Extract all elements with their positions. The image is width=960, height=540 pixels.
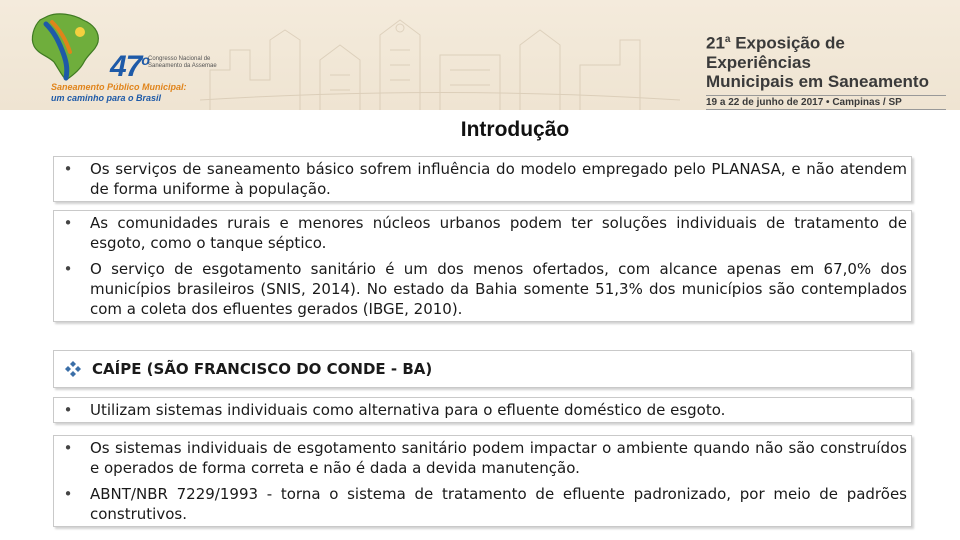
list-item-text: Utilizam sistemas individuais como alternativa para o efluente doméstico de esgoto.: [90, 401, 726, 419]
list-item: [54, 259, 911, 319]
intro-box-2: [53, 210, 912, 322]
bullet-icon: •: [63, 485, 73, 503]
section-box-2: [53, 435, 912, 527]
event-title-line-2: Municipais em Saneamento: [706, 71, 929, 91]
list-item: [54, 400, 911, 420]
bullet-icon: •: [63, 160, 73, 178]
bullet-icon: •: [63, 214, 73, 232]
section-heading-box: [53, 350, 912, 388]
diamond-bullet-icon: [64, 360, 82, 378]
list-item: [54, 213, 911, 253]
event-dates: 19 a 22 de junho de 2017 • Campinas / SP: [706, 95, 946, 110]
congress-edition-number: 47$^o$: [110, 50, 149, 83]
bullet-icon: •: [63, 260, 73, 278]
congress-tagline-2: um caminho para o Brasil: [51, 93, 162, 103]
list-item-text: O serviço de esgotamento sanitário é um dos menos ofertados, com alcance apenas em 67,0% dos municípios brasileiros (SNIS, 2014). No estado da Bahia somente 51,3% dos municípios são contemplados com a coleta dos efluentes gerados (IBGE, 2010).: [90, 260, 907, 318]
list-item-text: Os serviços de saneamento básico sofrem influência do modelo empregado pelo PLANASA, e não atendem de forma uniforme à população.: [90, 160, 907, 198]
list-item-text: ABNT/NBR 7229/1993 - torna o sistema de tratamento de efluente padronizado, por meio de padrões construtivos.: [90, 485, 907, 523]
congress-logo: [28, 10, 228, 105]
congress-tagline-1: Saneamento Público Municipal:: [51, 82, 187, 92]
list-item: [54, 484, 911, 524]
list-item: [54, 438, 911, 478]
intro-box-1: [53, 156, 912, 202]
section-box-1: [53, 397, 912, 423]
list-item-text: As comunidades rurais e menores núcleos urbanos podem ter soluções individuais de tratamento de esgoto, como o tanque séptico.: [90, 214, 907, 252]
header-banner: [0, 0, 960, 110]
brazil-map-logo-icon: [28, 10, 103, 82]
congress-name: Congresso Nacional de Saneamento da Assemae: [148, 56, 217, 69]
event-title-block: [706, 30, 946, 110]
list-item: [54, 159, 911, 199]
bullet-icon: •: [63, 401, 73, 419]
bullet-icon: •: [63, 439, 73, 457]
event-title-line-1: 21$^a$ Exposição de Experiências: [706, 33, 845, 72]
list-item-text: Os sistemas individuais de esgotamento sanitário podem impactar o ambiente quando não são construídos e operados de forma correta e não é dada a devida manutenção.: [90, 439, 907, 477]
section-heading: CAÍPE (SÃO FRANCISCO DO CONDE - BA): [92, 360, 433, 378]
city-skyline-decoration: [200, 0, 680, 110]
slide-title: Introdução: [460, 118, 570, 141]
